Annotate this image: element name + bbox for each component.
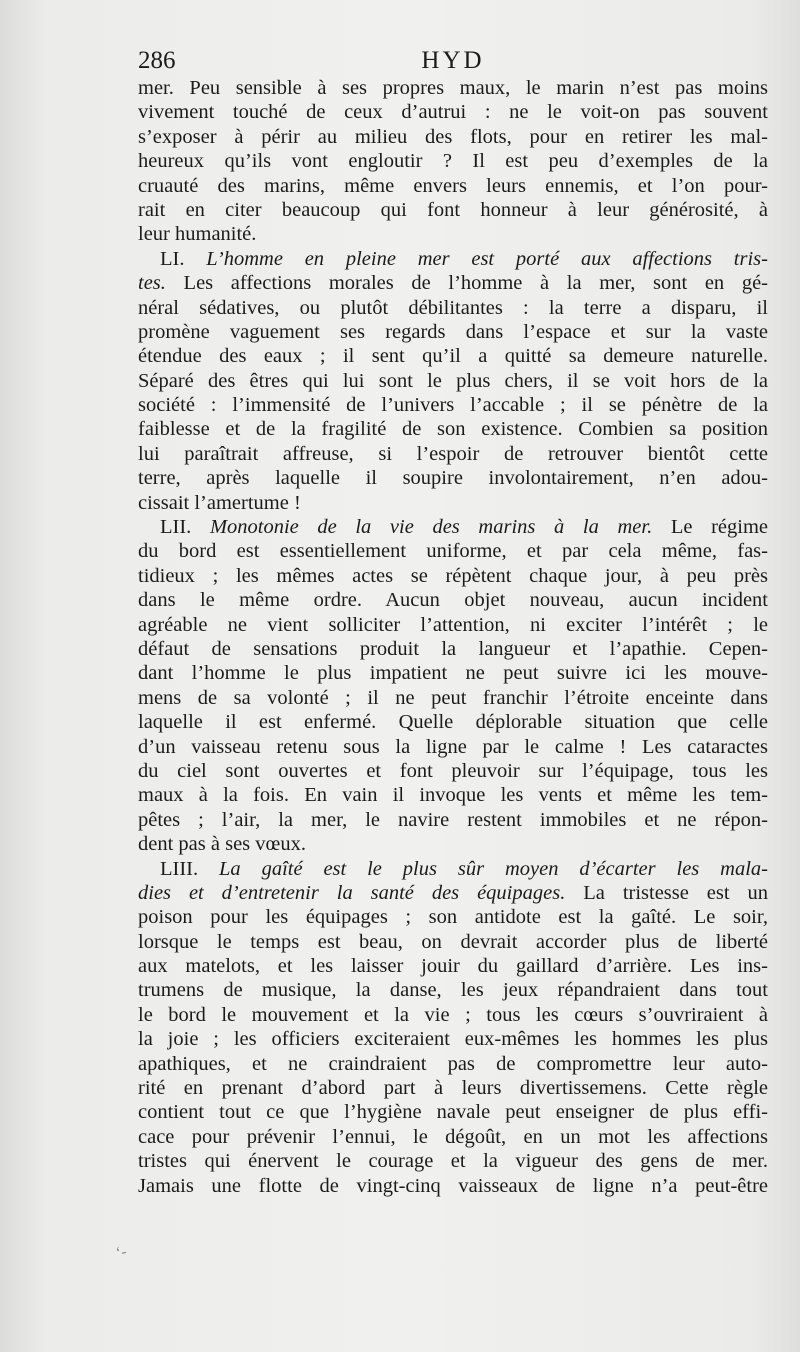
text-line [138, 613, 768, 637]
text-line [138, 1125, 768, 1149]
text-line [138, 1003, 768, 1027]
text-run: Les affections morales de l’homme à la mer, sont en gé- [165, 272, 768, 295]
text-line [138, 417, 768, 441]
text-line [138, 1052, 768, 1076]
text-run: promène vaguement ses regards dans l’espace et sur la vaste [138, 320, 768, 343]
text-run: néral sédatives, ou plutôt débilitantes : la terre a disparu, il [138, 296, 768, 319]
text-run: étendue des eaux ; il sent qu’il a quitté sa demeure naturelle. [138, 345, 768, 368]
text-line [138, 783, 768, 807]
text-run: tidieux ; les mêmes actes se répètent chaque jour, à peu près [138, 564, 768, 587]
text-run: d’un vaisseau retenu sous la ligne par le calme ! Les cataractes [138, 735, 768, 758]
text-line [138, 174, 768, 198]
text-line [138, 1076, 768, 1100]
text-line [138, 320, 768, 344]
text-run: lui paraîtrait affreuse, si l’espoir de retrouver bientôt cette [138, 442, 768, 465]
text-run: dans le même ordre. Aucun objet nouveau, aucun incident [138, 589, 768, 612]
text-run: Jamais une flotte de vingt-cinq vaisseaux de ligne n’a peut-être [138, 1174, 768, 1197]
margin-mark: ʻ- [114, 1243, 128, 1262]
text-run: maux à la fois. En vain il invoque les vents et même les tem- [138, 784, 768, 807]
text-run: apathiques, et ne craindraient pas de compromettre leur auto- [138, 1052, 768, 1075]
text-line [138, 100, 768, 124]
text-line [138, 759, 768, 783]
text-line [138, 735, 768, 759]
text-line [138, 905, 768, 929]
text-line [138, 1174, 768, 1198]
section-number: LII. [160, 516, 210, 539]
text-run: faiblesse et de la fragilité de son existence. Combien sa position [138, 418, 768, 441]
text-run: rait en citer beaucoup qui font honneur à leur générosité, à [138, 198, 768, 221]
text-line [138, 125, 768, 149]
text-line [138, 442, 768, 466]
text-run: la joie ; les officiers exciteraient eux-mêmes les hommes les plus [138, 1028, 768, 1051]
text-run: contient tout ce que l’hygiène navale peut enseigner de plus effi- [138, 1101, 768, 1124]
section-title: La gaîté est le plus sûr moyen d’écarter les mala- [219, 857, 768, 880]
text-run: s’exposer à périr au milieu des flots, pour en retirer les mal- [138, 125, 768, 148]
text-line [138, 661, 768, 685]
text-line [138, 930, 768, 954]
text-run: rité en prenant d’abord part à leurs divertissemens. Cette règle [138, 1077, 768, 1100]
text-run: agréable ne vient solliciter l’attention, ni exciter l’intérêt ; le [138, 613, 768, 636]
section-number: LI. [160, 247, 207, 270]
section-title: Monotonie de la vie des marins à la mer. [209, 516, 653, 539]
text-line [138, 978, 768, 1002]
text-line [138, 198, 768, 222]
text-run: trumens de musique, la danse, les jeux répandraient dans tout [138, 979, 768, 1002]
text-line [138, 247, 768, 271]
text-run: cace pour prévenir l’ennui, le dégoût, en un mot les affections [138, 1125, 768, 1148]
text-run: dant l’homme le plus impatient ne peut suivre ici les mouve- [138, 662, 768, 685]
text-line [138, 149, 768, 173]
text-line [138, 857, 768, 881]
page-number: 286 [138, 47, 176, 74]
text-run: aux matelots, et les laisser jouir du gaillard d’arrière. Les ins- [138, 955, 768, 978]
text-line [138, 539, 768, 563]
text-line [138, 588, 768, 612]
section-title: dies et d’entretenir la santé des équipages. [138, 881, 566, 904]
text-line [138, 832, 768, 856]
text-line [138, 808, 768, 832]
text-line [138, 564, 768, 588]
text-line [138, 344, 768, 368]
text-line [138, 881, 768, 905]
text-line [138, 491, 768, 515]
text-run: poison pour les équipages ; son antidote est la gaîté. Le soir, [138, 906, 768, 929]
text-run: heureux qu’ils vont engloutir ? Il est peu d’exemples de la [138, 150, 768, 173]
text-line [138, 393, 768, 417]
text-run: du bord est essentiellement uniforme, et par cela même, fas- [138, 540, 768, 563]
text-run: mens de sa volonté ; il ne peut franchir l’étroite enceinte dans [138, 686, 768, 709]
text-run: lorsque le temps est beau, on devrait accorder plus de liberté [138, 930, 768, 953]
text-line [138, 710, 768, 734]
section-title: tes. [138, 272, 166, 295]
text-run: cruauté des marins, même envers leurs ennemis, et l’on pour- [138, 174, 768, 197]
text-run: leur humanité. [138, 223, 257, 246]
section-title: L’homme en pleine mer est porté aux affections tris- [206, 247, 768, 270]
text-run: Le régime [652, 516, 768, 539]
text-run: tristes qui énervent le courage et la vigueur des gens de mer. [138, 1150, 768, 1173]
text-line [138, 637, 768, 661]
text-run: mer. Peu sensible à ses propres maux, le marin n’est pas moins [138, 77, 768, 99]
text-run: dent pas à ses vœux. [138, 833, 306, 856]
section-number: LIII. [160, 857, 220, 880]
text-run: Séparé des êtres qui lui sont le plus chers, il se voit hors de la [138, 369, 768, 392]
text-line [138, 1100, 768, 1124]
text-run: La tristesse est un [565, 881, 768, 904]
text-line [138, 296, 768, 320]
text-line [138, 686, 768, 710]
text-run: laquelle il est enfermé. Quelle déplorable situation que celle [138, 711, 768, 734]
page-header [138, 46, 768, 76]
body-text [138, 76, 768, 1198]
text-line [138, 954, 768, 978]
text-run: société : l’immensité de l’univers l’accable ; il se pénètre de la [138, 394, 768, 417]
text-line [138, 271, 768, 295]
text-run: vivement touché de ceux d’autrui : ne le voit-on pas souvent [138, 101, 768, 124]
text-run: défaut de sensations produit la langueur et l’apathie. Cepen- [138, 637, 768, 660]
text-line [138, 1027, 768, 1051]
text-line [138, 369, 768, 393]
text-run: terre, après laquelle il soupire involontairement, n’en adou- [138, 467, 768, 490]
text-line [138, 515, 768, 539]
running-head: HYD [421, 47, 485, 74]
text-run: cissait l’amertume ! [138, 491, 301, 514]
text-run: du ciel sont ouvertes et font pleuvoir sur l’équipage, tous les [138, 759, 768, 782]
text-run: le bord le mouvement et la vie ; tous les cœurs s’ouvriraient à [138, 1003, 768, 1026]
text-line [138, 1149, 768, 1173]
text-run: pêtes ; l’air, la mer, le navire restent immobiles et ne répon- [138, 808, 768, 831]
text-line [138, 222, 768, 246]
text-line [138, 466, 768, 490]
text-line [138, 76, 768, 100]
